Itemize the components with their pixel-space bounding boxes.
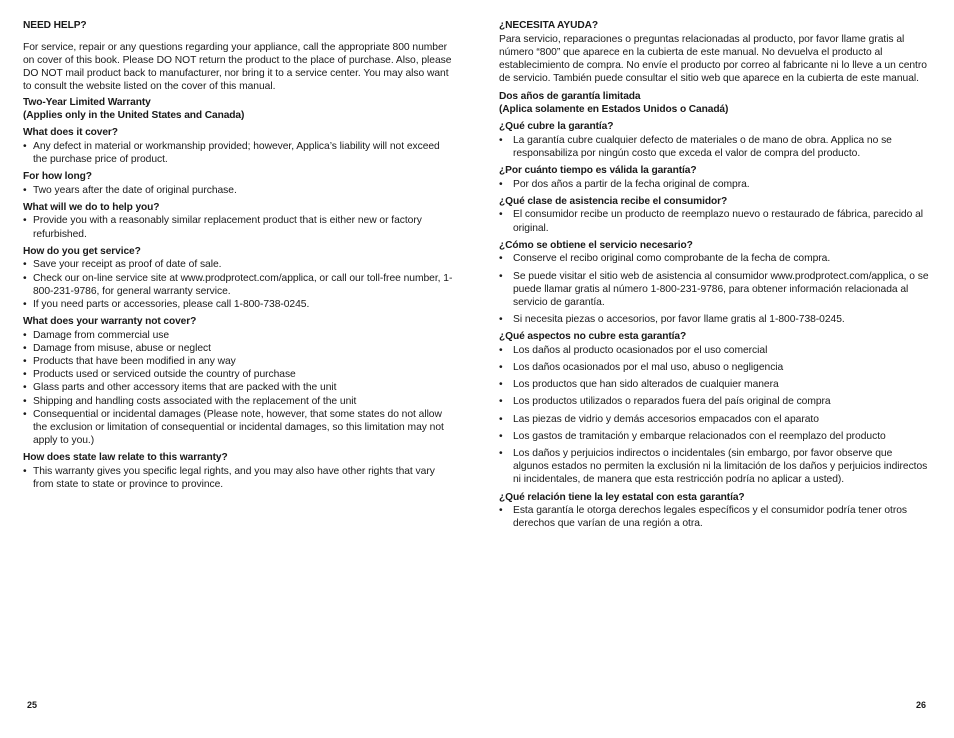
section-heading: For how long? [23, 171, 92, 183]
list-item: • Si necesita piezas o accesorios, por favor llame gratis al 1-800-738-0245. [499, 313, 929, 326]
need-help-heading: ¿NECESITA AYUDA? [499, 20, 598, 31]
list-item: • Two years after the date of original purchase. [23, 184, 453, 197]
section-heading: How does state law relate to this warranty? [23, 452, 228, 464]
state-law-section [499, 492, 929, 531]
list-item: • If you need parts or accessories, please call 1-800-738-0245. [23, 298, 453, 311]
bullet-list [23, 465, 453, 491]
bullet-list [23, 329, 453, 448]
state-law-section [23, 452, 453, 491]
warranty-title-line-1: Dos años de garantía limitada [499, 91, 641, 103]
duration-section [23, 171, 453, 197]
list-item: • Conserve el recibo original como comprobante de la fecha de compra. [499, 252, 929, 265]
warranty-title-line-1: Two-Year Limited Warranty [23, 97, 151, 109]
need-help-section [23, 20, 453, 93]
bullet-list [499, 208, 929, 234]
list-item: • Check our on-line service site at www.prodprotect.com/applica, or call our toll-free number, 1-800-231-9786, for general warranty service. [23, 272, 453, 298]
bullet-list [499, 252, 929, 326]
list-item: • Los daños ocasionados por el mal uso, abuso o negligencia [499, 361, 929, 374]
list-item: • Damage from commercial use [23, 329, 453, 342]
page-number-right: 26 [916, 700, 927, 710]
list-item: • Shipping and handling costs associated with the replacement of the unit [23, 395, 453, 408]
bullet-list [23, 258, 453, 311]
list-item: • La garantía cubre cualquier defecto de materiales o de mano de obra. Applica no se responsabiliza por ningún costo que exceda el valor de compra del producto. [499, 134, 929, 160]
section-heading: What will we do to help you? [23, 201, 160, 213]
list-item: • This warranty gives you specific legal rights, and you may also have other rights that vary from state to state or province to province. [23, 465, 453, 491]
bullet-list [499, 344, 929, 487]
help-section [23, 202, 453, 241]
section-heading: ¿Qué cubre la garantía? [499, 121, 614, 133]
assistance-section [499, 196, 929, 235]
list-item: • Products that have been modified in any way [23, 355, 453, 368]
service-section [499, 240, 929, 327]
list-item: • Se puede visitar el sitio web de asistencia al consumidor www.prodprotect.com/applica, o se puede llamar gratis al número 1-800-231-9786, para obtener información relacionada al servicio de garantía. [499, 270, 929, 310]
exclusions-section [23, 316, 453, 447]
list-item: • Glass parts and other accessory items that are packed with the unit [23, 381, 453, 394]
list-item: • El consumidor recibe un producto de reemplazo nuevo o restaurado de fábrica, parecido al original. [499, 208, 929, 234]
coverage-section [499, 121, 929, 160]
bullet-list [23, 140, 453, 166]
need-help-heading: NEED HELP? [23, 20, 87, 31]
list-item: • Esta garantía le otorga derechos legales específicos y el consumidor podría tener otros derechos que varían de una región a otra. [499, 504, 929, 530]
list-item: • Los productos que han sido alterados de cualquier manera [499, 378, 929, 391]
service-section [23, 246, 453, 311]
english-warranty-column [23, 20, 453, 491]
list-item: • Las piezas de vidrio y demás accesorios empacados con el aparato [499, 413, 929, 426]
list-item: • Any defect in material or workmanship provided; however, Applica’s liability will not exceed the purchase price of product. [23, 140, 453, 166]
section-heading: ¿Qué relación tiene la ley estatal con esta garantía? [499, 491, 745, 503]
warranty-title-line-2: (Applies only in the United States and Canada) [23, 109, 245, 121]
list-item: • Los daños y perjuicios indirectos o incidentales (sin embargo, por favor observe que algunos estados no permiten la exclusión ni la limitación de los daños y perjuicios indirectos ni incidentales, de manera que esta restricción podría no aplicar a usted). [499, 447, 929, 487]
bullet-list [499, 178, 929, 191]
section-heading: How do you get service? [23, 245, 141, 257]
need-help-section [499, 20, 929, 85]
bullet-list [499, 504, 929, 530]
section-heading: What does it cover? [23, 127, 118, 139]
list-item: • Los gastos de tramitación y embarque relacionados con el reemplazo del producto [499, 430, 929, 443]
list-item: • Los daños al producto ocasionados por el uso comercial [499, 344, 929, 357]
section-heading: What does your warranty not cover? [23, 316, 197, 328]
list-item: • Save your receipt as proof of date of sale. [23, 258, 453, 271]
section-heading: ¿Cómo se obtiene el servicio necesario? [499, 239, 693, 251]
warranty-title [499, 91, 929, 116]
section-heading: ¿Por cuánto tiempo es válida la garantía? [499, 165, 697, 177]
need-help-text: Para servicio, reparaciones o preguntas relacionadas al producto, por favor llame gratis al número “800” que aparece en la cubierta de este manual. No devuelva el producto al establecimiento de compra. No envíe el producto por correo al fabricante ni lo lleve a un centro de servicio. También puede consultar el sitio web que aparece en la cubierta de este manual. [499, 33, 927, 85]
list-item: • Damage from misuse, abuse or neglect [23, 342, 453, 355]
exclusions-section [499, 331, 929, 486]
list-item: • Consequential or incidental damages (Please note, however, that some states do not allow the exclusion or limitation of consequential or incidental damages, so this limitation may not apply to you.) [23, 408, 453, 448]
warranty-title [23, 97, 453, 122]
page-number-left: 25 [27, 700, 38, 710]
bullet-list [499, 134, 929, 160]
list-item: • Los productos utilizados o reparados fuera del país original de compra [499, 395, 929, 408]
warranty-title-line-2: (Aplica solamente en Estados Unidos o Canadá) [499, 103, 729, 115]
duration-section [499, 165, 929, 191]
coverage-section [23, 127, 453, 166]
bullet-list [23, 214, 453, 240]
need-help-text: For service, repair or any questions regarding your appliance, call the appropriate 800 number on cover of this book. Please DO NOT return the product to the place of purchase. Also, please DO NOT mail product back to manufacturer, nor bring it to a service center. You may also want to consult the website listed on the cover of this manual. [23, 41, 452, 93]
list-item: • Provide you with a reasonably similar replacement product that is either new or factory refurbished. [23, 214, 453, 240]
spanish-warranty-column [499, 20, 929, 531]
bullet-list [23, 184, 453, 197]
list-item: • Products used or serviced outside the country of purchase [23, 368, 453, 381]
section-heading: ¿Qué clase de asistencia recibe el consumidor? [499, 195, 728, 207]
list-item: • Por dos años a partir de la fecha original de compra. [499, 178, 929, 191]
section-heading: ¿Qué aspectos no cubre esta garantía? [499, 331, 687, 343]
